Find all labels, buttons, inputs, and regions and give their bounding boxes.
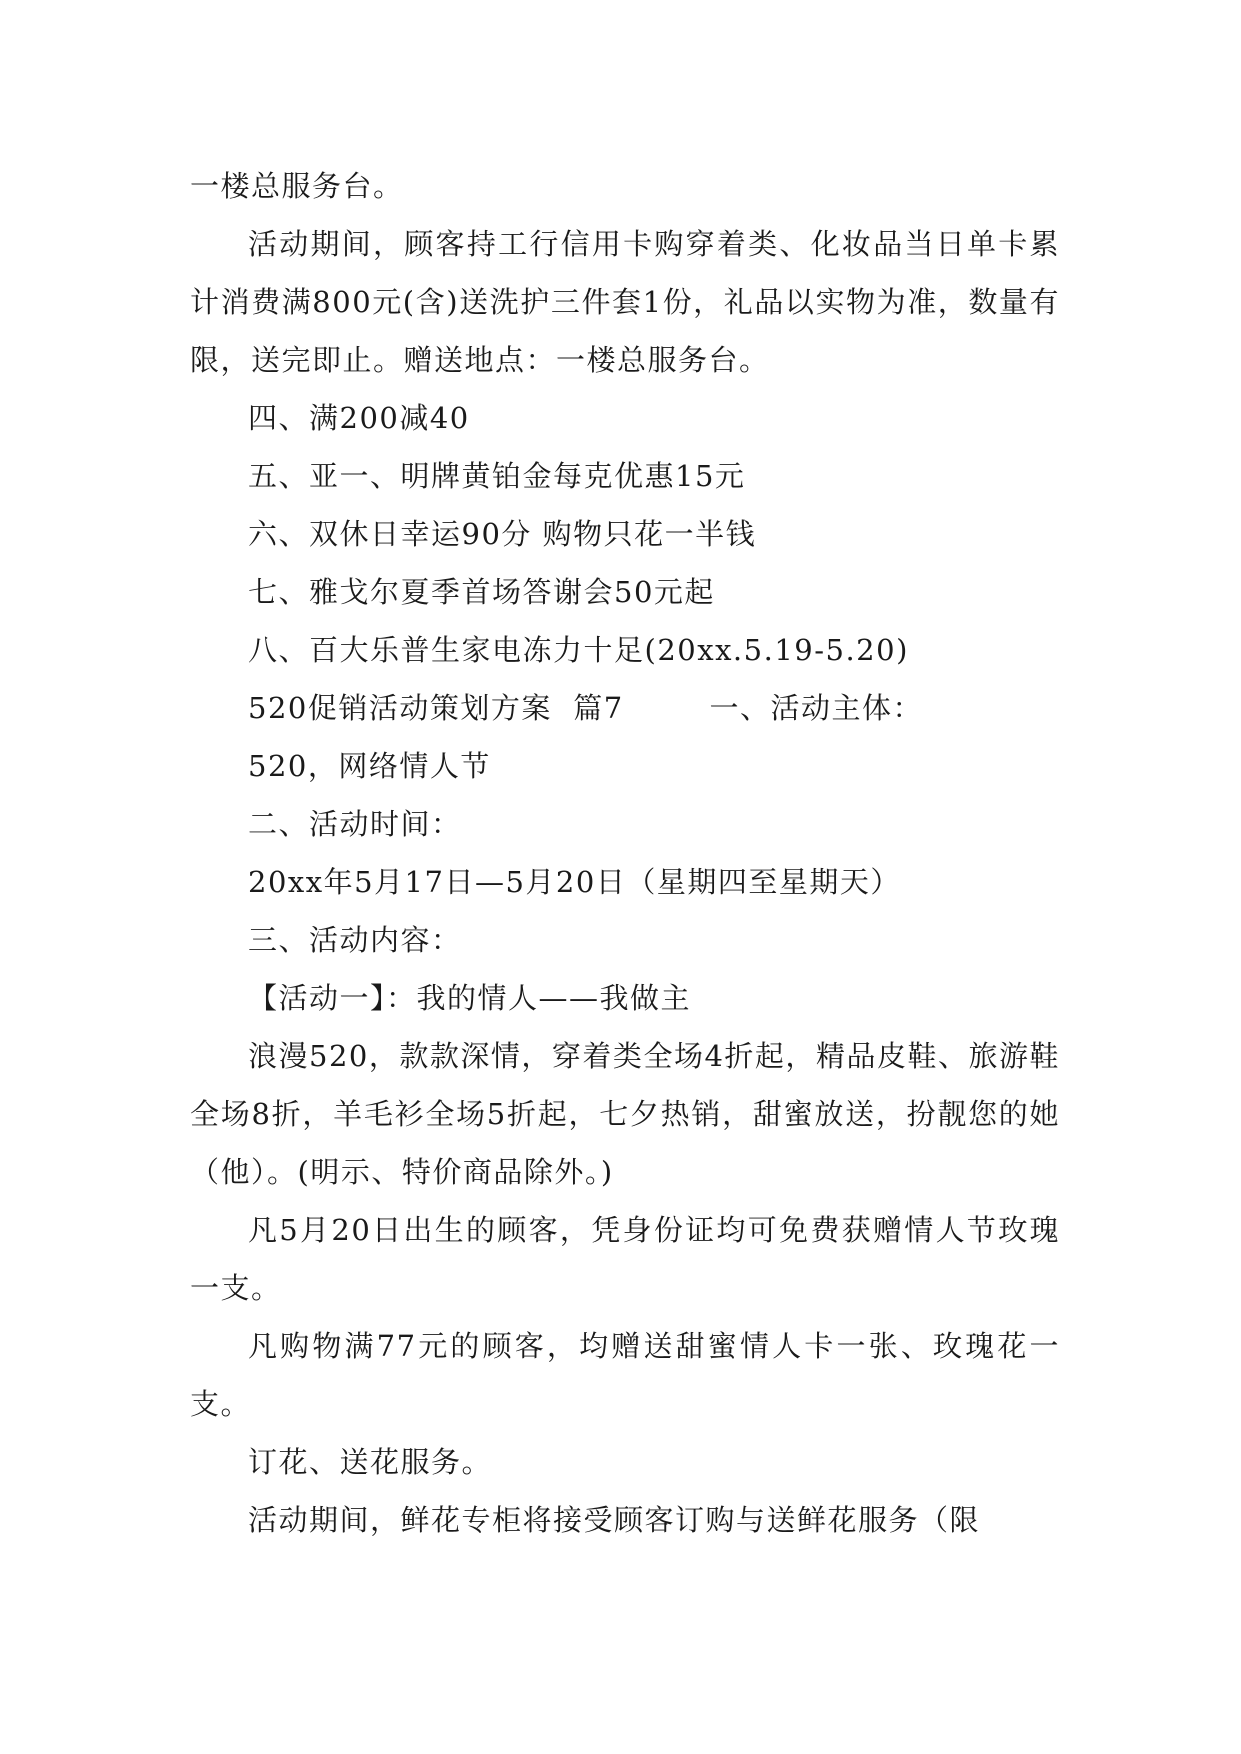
section-heading: 520促销活动策划方案 篇7 一、活动主体： — [248, 691, 923, 725]
paragraph: 二、活动时间： — [248, 807, 462, 841]
paragraph: 活动期间，顾客持工行信用卡购穿着类、化妆品当日单卡累计消费满800元(含)送洗护三件套1份，礼品以实物为准，数量有限，送完即止。赠送地点：一楼总服务台。 — [190, 227, 1060, 377]
paragraph: 五、亚一、明牌黄铂金每克优惠15元 — [248, 459, 746, 493]
paragraph: 凡购物满77元的顾客，均赠送甜蜜情人卡一张、玫瑰花一支。 — [190, 1329, 1060, 1421]
paragraph: 订花、送花服务。 — [248, 1445, 493, 1479]
paragraph: 浪漫520，款款深情，穿着类全场4折起，精品皮鞋、旅游鞋全场8折，羊毛衫全场5折起，七夕热销，甜蜜放送，扮靓您的她（他）。(明示、特价商品除外。) — [190, 1039, 1060, 1189]
paragraph: 三、活动内容： — [248, 923, 462, 957]
paragraph: 一楼总服务台。 — [190, 169, 404, 203]
document-body — [190, 157, 1060, 1549]
paragraph: 【活动一】：我的情人——我做主 — [248, 981, 692, 1015]
paragraph: 20xx年5月17日—5月20日（星期四至星期天） — [248, 865, 901, 899]
paragraph: 四、满200减40 — [248, 401, 470, 435]
paragraph: 活动期间，鲜花专柜将接受顾客订购与送鲜花服务（限 — [248, 1503, 981, 1537]
paragraph: 七、雅戈尔夏季首场答谢会50元起 — [248, 575, 715, 609]
paragraph: 八、百大乐普生家电冻力十足(20xx.5.19-5.20) — [248, 633, 909, 667]
paragraph: 520，网络情人节 — [248, 749, 491, 783]
paragraph: 六、双休日幸运90分 购物只花一半钱 — [248, 517, 757, 551]
paragraph: 凡5月20日出生的顾客，凭身份证均可免费获赠情人节玫瑰一支。 — [190, 1213, 1060, 1305]
